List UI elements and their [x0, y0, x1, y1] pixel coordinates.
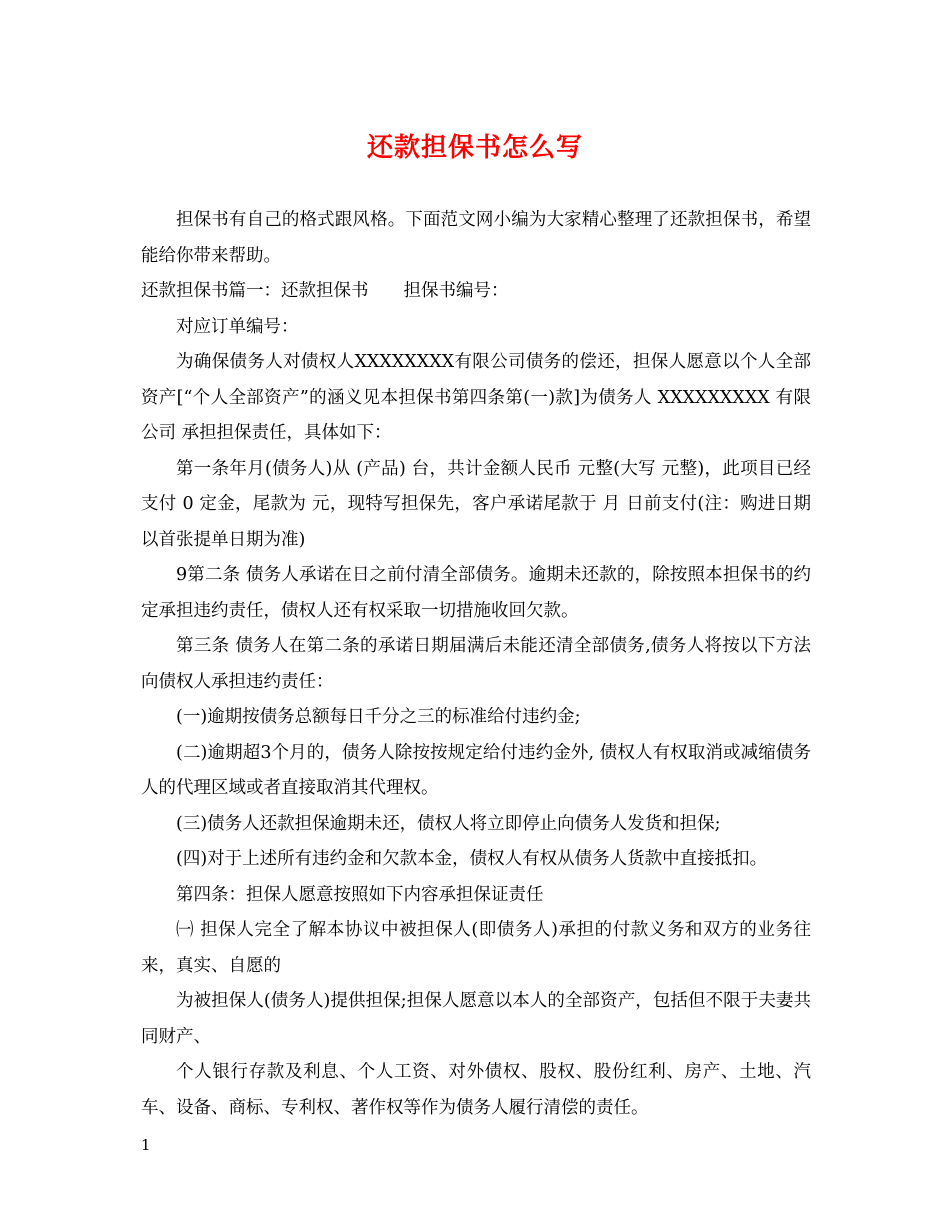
paragraph: ㈠ 担保人完全了解本协议中被担保人(即债务人)承担的付款义务和双方的业务往来，真实、自愿的 — [141, 920, 811, 976]
paragraph: 第一条年月(债务人)从 (产品) 台，共计金额人民币 元整(大写 元整)，此项目已经支付 0 定金，尾款为 元，现特写担保先，客户承诺尾款于 月 日前支付(注：购进日期以首张提单日期为准) — [141, 458, 811, 550]
paragraph: 还款担保书篇一：还款担保书 担保书编号： — [141, 281, 509, 301]
paragraph: (四)对于上述所有违约金和欠款本金，债权人有权从债务人货款中直接抵扣。 — [176, 849, 768, 869]
paragraph: 个人银行存款及利息、个人工资、对外债权、股权、股份红利、房产、土地、汽车、设备、商标、专利权、著作权等作为债务人履行清偿的责任。 — [141, 1062, 811, 1118]
document-body — [141, 203, 811, 1126]
paragraph: (三)债务人还款担保逾期未还，债权人将立即停止向债务人发货和担保; — [176, 813, 721, 834]
paragraph: 9第二条 债务人承诺在日之前付清全部债务。逾期未还款的，除按照本担保书的约定承担违约责任，债权人还有权采取一切措施收回欠款。 — [141, 565, 811, 621]
paragraph: 为确保债务人对债权人XXXXXXXX有限公司债务的偿还，担保人愿意以个人全部资产[“个人全部资产”的涵义见本担保书第四条第(一)款]为债务人 XXXXXXXXX 有限公司 承担担保责任，具体如下： — [141, 352, 811, 443]
page-number: 1 — [141, 1136, 151, 1154]
paragraph: 对应订单编号： — [176, 316, 299, 337]
paragraph: (一)逾期按债务总额每日千分之三的标准给付违约金; — [176, 707, 581, 727]
paragraph: 担保书有自己的格式跟风格。下面范文网小编为大家精心整理了还款担保书，希望能给你带来帮助。 — [141, 210, 811, 266]
paragraph: (二)逾期超3个月的，债务人除按按规定给付违约金外, 债权人有权取消或减缩债务人的代理区域或者直接取消其代理权。 — [141, 742, 811, 798]
paragraph: 第三条 债务人在第二条的承诺日期届满后未能还清全部债务,债务人将按以下方法向债权人承担违约责任： — [141, 636, 811, 692]
document-title: 还款担保书怎么写 — [366, 133, 583, 163]
paragraph: 为被担保人(债务人)提供担保;担保人愿意以本人的全部资产，包括但不限于夫妻共同财产、 — [141, 991, 811, 1047]
paragraph: 第四条：担保人愿意按照如下内容承担保证责任 — [176, 884, 544, 905]
